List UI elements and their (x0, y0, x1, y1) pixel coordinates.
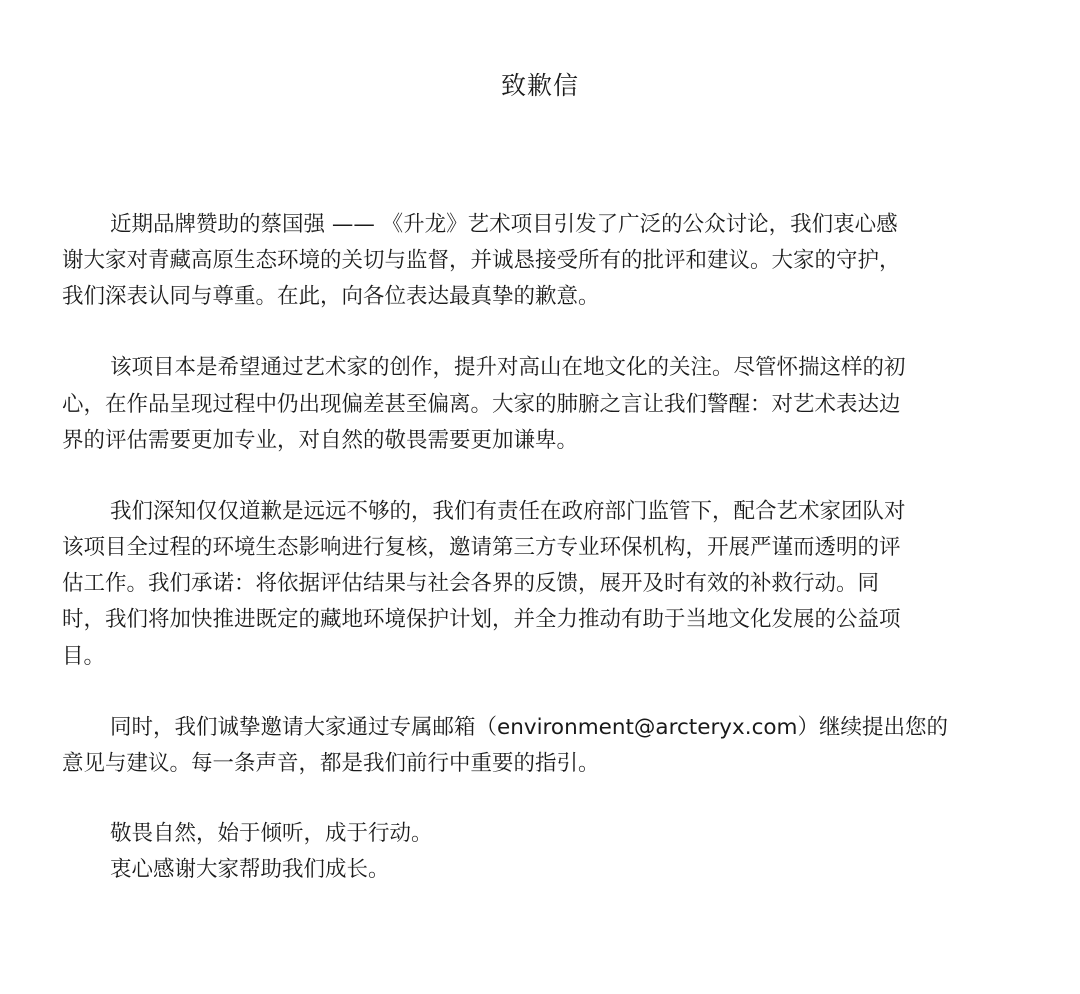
text-line: 我们深知仅仅道歉是远远不够的，我们有责任在政府部门监管下，配合艺术家团队对 (110, 499, 906, 524)
text-line: 心，在作品呈现过程中仍出现偏差甚至偏离。大家的肺腑之言让我们警醒：对艺术表达边 (62, 392, 901, 417)
text-line: 同时，我们诚挚邀请大家通过专属邮箱（environment@arcteryx.com）继续提出您的 (110, 715, 948, 740)
text-line: 近期品牌赞助的蔡国强 —— 《升龙》艺术项目引发了广泛的公众讨论，我们衷心感 (110, 212, 898, 237)
text-line: 时，我们将加快推进既定的藏地环境保护计划，并全力推动有助于当地文化发展的公益项 (62, 607, 901, 632)
text-line: 谢大家对青藏高原生态环境的关切与监督，并诚恳接受所有的批评和建议。大家的守护， (62, 248, 901, 273)
text-line: 敬畏自然，始于倾听，成于行动。 (110, 821, 433, 846)
text-line: 界的评估需要更加专业，对自然的敬畏需要更加谦卑。 (62, 428, 579, 453)
text-line: 估工作。我们承诺：将依据评估结果与社会各界的反馈，展开及时有效的补救行动。同 (62, 571, 880, 596)
text-line: 目。 (62, 644, 106, 669)
text-line: 意见与建议。每一条声音，都是我们前行中重要的指引。 (62, 751, 600, 776)
text-line: 衷心感谢大家帮助我们成长。 (110, 857, 390, 882)
text-line: 我们深表认同与尊重。在此，向各位表达最真挚的歉意。 (62, 284, 600, 309)
text-line: 该项目本是希望通过艺术家的创作，提升对高山在地文化的关注。尽管怀揣这样的初 (110, 355, 906, 380)
letter-title: 致歉信 (500, 71, 579, 100)
text-line: 该项目全过程的环境生态影响进行复核，邀请第三方专业环保机构，开展严谨而透明的评 (62, 535, 901, 560)
